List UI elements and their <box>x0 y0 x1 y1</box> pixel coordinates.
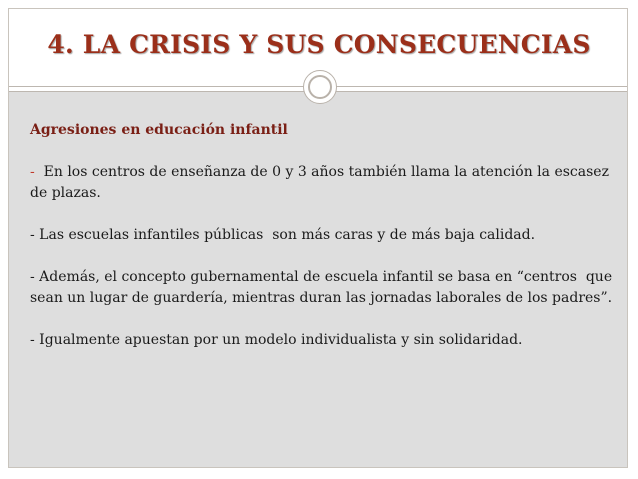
paragraph-4: - Igualmente apuestan por un modelo individualista y sin solidaridad. <box>30 332 523 348</box>
paragraph-1-text: En los centros de enseñanza de 0 y 3 años también llama la atención la escasez de plazas. <box>30 164 614 201</box>
slide-body <box>30 120 615 372</box>
paragraph-3: - Además, el concepto gubernamental de escuela infantil se basa en “centros que sean un lugar de guardería, mientras duran las jornadas laborales de los padres”. <box>30 269 617 306</box>
section-heading: Agresiones en educación infantil <box>30 122 288 138</box>
circle-ornament-icon <box>303 70 337 104</box>
paragraph-1 <box>30 162 615 204</box>
bullet-dash: - <box>30 164 35 180</box>
circle-ornament-inner <box>308 75 332 99</box>
paragraph-2: - Las escuelas infantiles públicas son más caras y de más baja calidad. <box>30 227 536 243</box>
slide-title: 4. LA CRISIS Y SUS CONSECUENCIAS <box>47 30 591 59</box>
